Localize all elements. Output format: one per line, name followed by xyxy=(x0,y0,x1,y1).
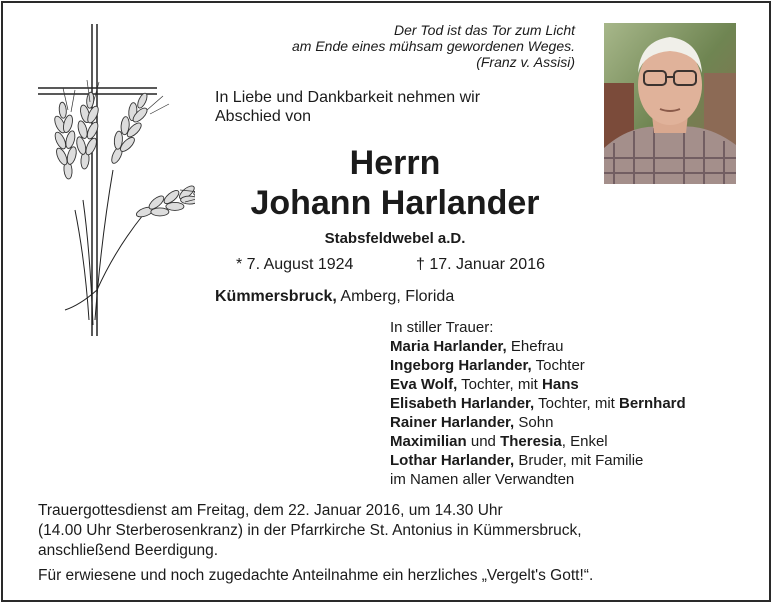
intro-text xyxy=(215,88,480,126)
service-line-1: Trauergottesdienst am Freitag, dem 22. Januar 2016, um 14.30 Uhr xyxy=(38,502,503,519)
place-main: Kümmersbruck, xyxy=(215,288,337,305)
place-rest: Amberg, Florida xyxy=(336,288,455,305)
mourner-name: Rainer Harlander, xyxy=(390,414,515,431)
mourner-name: Ingeborg Harlander, xyxy=(390,357,532,374)
mourner-name: Maximilian xyxy=(390,433,467,450)
mourners-list xyxy=(390,318,686,489)
salutation: Herrn xyxy=(349,144,441,182)
mourner-relation: Sohn xyxy=(514,414,554,431)
intro-line-1: In Liebe und Dankbarkeit nehmen wir xyxy=(215,89,481,106)
quote-line-1: Der Tod ist das Tor zum Licht xyxy=(393,22,575,38)
list-item xyxy=(390,432,686,451)
mourner-name: Elisabeth Harlander, xyxy=(390,395,535,412)
mourner-relation: Tochter, mit xyxy=(534,395,619,412)
list-item xyxy=(390,337,686,356)
list-item xyxy=(390,451,686,470)
mourner-relation: Bruder, mit Familie xyxy=(514,452,644,469)
mourner-relation: , Enkel xyxy=(561,433,608,450)
list-item xyxy=(390,375,686,394)
service-line-2: (14.00 Uhr Sterberosenkranz) in der Pfarrkirche St. Antonius in Kümmersbruck, xyxy=(38,522,582,539)
mourner-partner: Hans xyxy=(542,376,579,393)
list-item xyxy=(390,413,686,432)
mourner-relation: Tochter, mit xyxy=(457,376,543,393)
deceased-name: Johann Harlander xyxy=(250,184,540,222)
list-item xyxy=(390,356,686,375)
places xyxy=(215,288,454,306)
mourner-joiner: und xyxy=(466,433,501,450)
mourners-closing: im Namen aller Verwandten xyxy=(390,471,575,488)
mourner-name: Lothar Harlander, xyxy=(390,452,515,469)
mourner-relation: Ehefrau xyxy=(506,338,564,355)
quote xyxy=(292,22,575,70)
intro-line-2: Abschied von xyxy=(215,108,312,125)
mourner-partner: Bernhard xyxy=(619,395,686,412)
death-date: † 17. Januar 2016 xyxy=(416,256,545,273)
quote-author: (Franz v. Assisi) xyxy=(476,54,575,70)
mourner-relation: Tochter xyxy=(531,357,585,374)
service-info xyxy=(38,501,582,561)
service-line-3: anschließend Beerdigung. xyxy=(38,542,219,559)
mourners-heading: In stiller Trauer: xyxy=(390,319,494,336)
list-item xyxy=(390,394,686,413)
birth-date: * 7. August 1924 xyxy=(236,256,354,273)
quote-line-2: am Ende eines mühsam gewordenen Weges. xyxy=(291,38,575,54)
mourner-name: Maria Harlander, xyxy=(390,338,507,355)
deceased-rank: Stabsfeldwebel a.D. xyxy=(324,230,466,247)
mourner-name-2: Theresia xyxy=(500,433,562,450)
mourner-name: Eva Wolf, xyxy=(390,376,458,393)
thanks-text: Für erwiesene und noch zugedachte Anteilnahme ein herzliches „Vergelt's Gott!“. xyxy=(38,567,594,584)
